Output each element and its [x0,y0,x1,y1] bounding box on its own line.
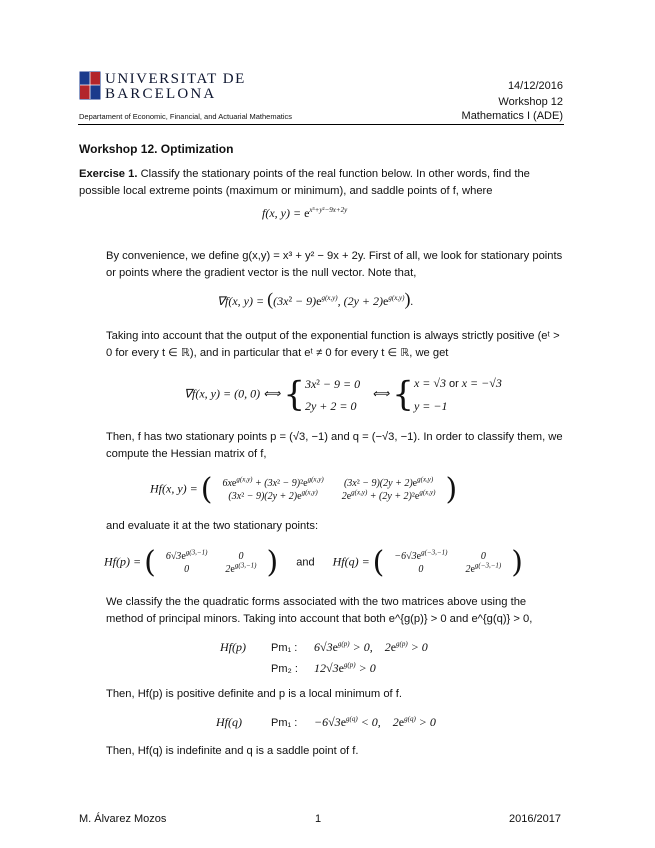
header-date: 14/12/2016 [507,80,563,92]
pm1-label-q: Pm₁ : [271,717,298,729]
exercise-statement-text: Classify the stationary points of the real function below. In other words, find the possible local extreme points (maximum or minimum), and saddle points of f, where [79,168,530,197]
footer-author: M. Álvarez Mozos [79,813,167,825]
equation-minors-p: Hf(p) Pm₁ : $6√3e^{g(p)} > 0$, $2e^{g(p)} > 0$ Pm₂ : $12√3e^{g(p)} > 0$ [220,637,428,679]
equation-hessian-evaluated: Hf(p) = ( $6√3e^{g(3,-1)}$ 0 0 $2e^{g(3,-1)}$ ) and Hf(q) = ( $-6√3e^{g(-3,-1)}$ 0 0 $2e^{g(-3,-1)}$ ) [104,545,523,580]
equation-minors-q: Hf(q) Pm₁ : $-6√3e^{g(q)} < 0$, $2e^{g(q)} > 0$ [216,715,436,729]
hessian-matrix: $6xe^{g(x,y)} + (3x^2 - 9)^2e^{g(x,y)}$ $(3x^2 - 9)(2y + 2)e^{g(x,y)}$ $(3x^2 - 9)(2y + 2)e^{g(x,y)}$ $2e^{g(x,y)} + (2y + 2)^2e^{g(x,y)}$ [222,475,436,502]
pm1-label-p: Pm₁ : [271,642,298,654]
and-word: and [296,556,315,569]
paragraph-stationary-points: Then, f has two stationary points p = (√3, −1) and q = (−√3, −1). In order to classify them, we compute the Hessian matrix of f, [106,431,563,460]
paragraph-conclusion-q: Then, Hf(q) is indefinite and q is a saddle point of f. [106,745,359,757]
page-number: 1 [315,813,322,825]
paragraph-conclusion-p: Then, Hf(p) is positive definite and p is a local minimum of f. [106,688,402,700]
university-shield-icon [79,71,101,101]
paragraph-principal-minors: We classify the the quadratic forms associated with the two matrices above using the method of principal minors. Taking into account that both e^{g(p)} > 0 and e^{g(q)} > 0, [106,596,533,625]
department-name: Departament of Economic, Financial, and Actuarial Mathematics [79,112,293,121]
equation-hessian-matrix: Hf(x, y) = ( $6xe^{g(x,y)} + (3x^2 - 9)^2e^{g(x,y)}$ $(3x^2 - 9)(2y + 2)e^{g(x,y)}$ $(3x^2 - 9)(2y + 2)e^{g(x,y)}$ $2e^{g(x,y)} + (2y + 2)^2e^{g(x,y)}$ ) [150,472,458,507]
exercise-label: Exercise 1. [79,168,138,180]
paragraph-exponential-positive: Taking into account that the output of the exponential function is always strictly positive (eᵗ > 0 for every t ∈ ℝ), and in particular that eᵗ ≠ 0 for every t ∈ ℝ, we get [106,330,560,359]
equation-stationary-system: ∇f(x, y) = (0, 0) ⟺ {3x² − 9 = 0 2y + 2 = 0 ⟺ {x = √3 or x = −√3 y = −1 [184,374,502,415]
university-name-line2: BARCELONA [105,86,217,102]
hessian-at-q: $-6√3e^{g(-3,-1)}$ 0 0 $2e^{g(-3,-1)}$ [394,548,502,575]
university-name-line1: UNIVERSITAT DE [105,71,246,87]
hessian-at-p: $6√3e^{g(3,-1)}$ 0 0 $2e^{g(3,-1)}$ [165,548,257,575]
pm2-label-p: Pm₂ : [271,663,298,675]
paragraph-define-g: By convenience, we define g(x,y) = x³ + y² − 9x + 2y. First of all, we look for stationary points or points where the gradient vector is the null vector. Note that, [106,250,563,279]
page-header [0,0,655,130]
header-divider [78,124,564,125]
header-workshop: Workshop 12 [498,96,563,108]
exercise-statement [79,166,565,200]
page-title: Workshop 12. Optimization [79,142,234,156]
equation-function-definition: f(x, $y) = e^{x^3+y^2-9x+2y}$ [262,206,348,220]
paragraph-evaluate: and evaluate it at the two stationary points: [106,520,319,532]
equation-gradient: ∇f(x, $y) = ((3x^2 - 9)e^{g(x,y)}$, $(2y + 2)e^{g(x,y)}$). [217,289,414,309]
footer-year: 2016/2017 [509,813,561,825]
header-course: Mathematics I (ADE) [461,110,563,122]
